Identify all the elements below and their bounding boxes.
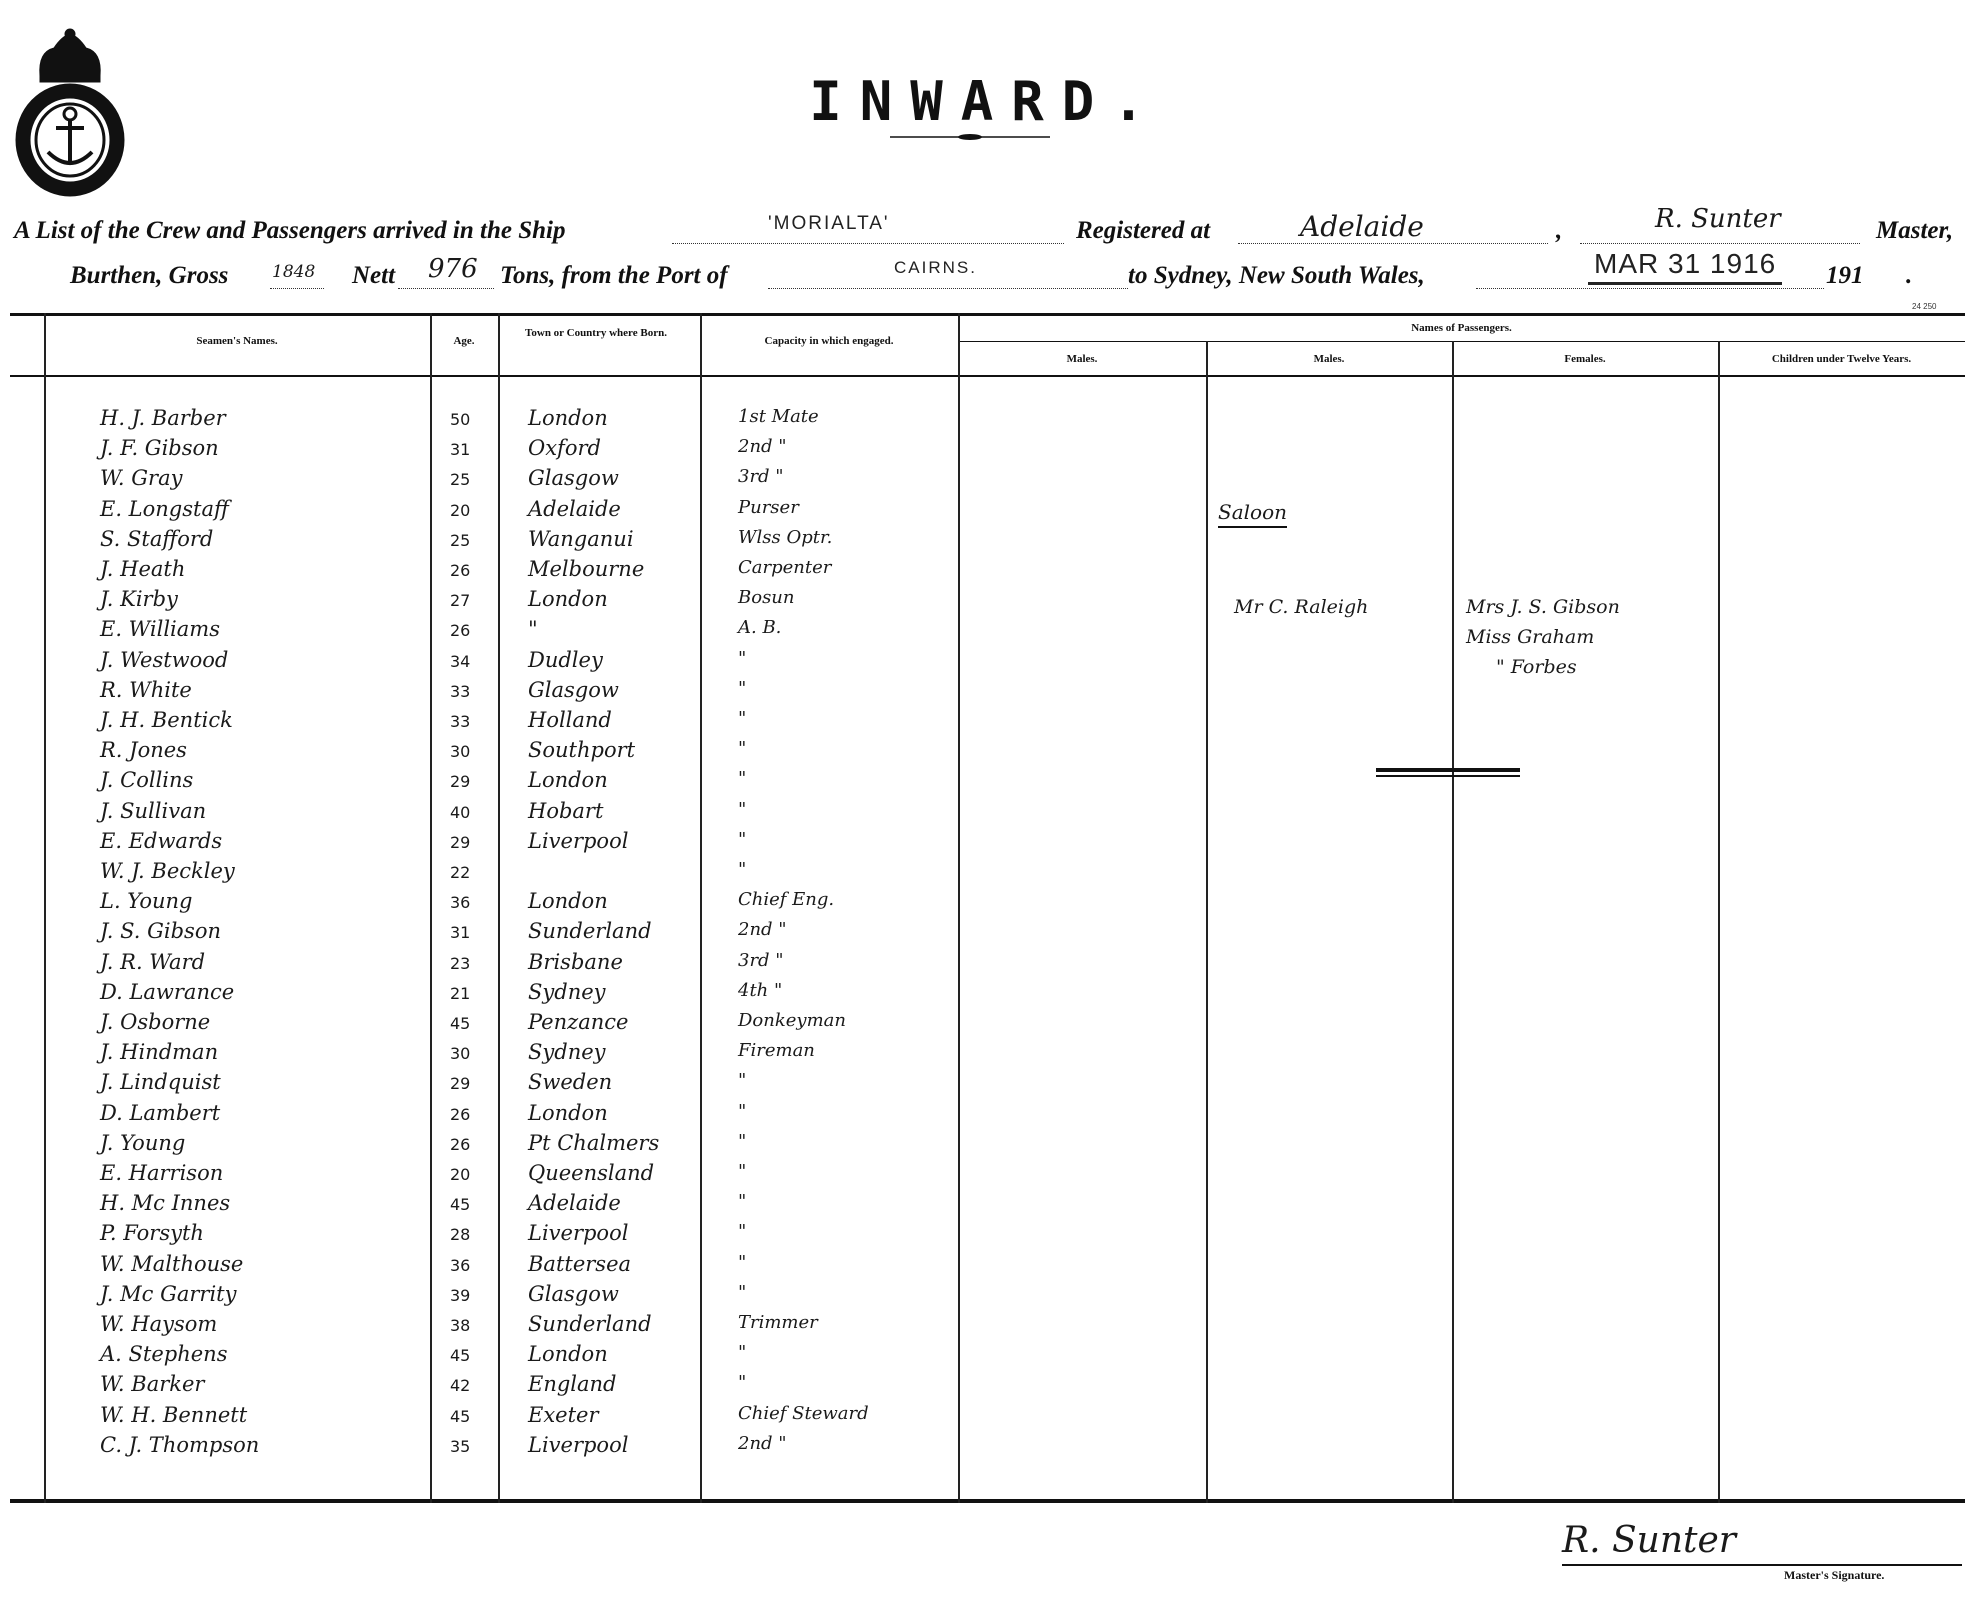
seaman-age: 31	[450, 440, 471, 459]
seaman-capacity: "	[738, 1161, 747, 1182]
seaman-name: J. Mc Garrity	[100, 1282, 237, 1306]
male-passenger: Mr C. Raleigh	[1234, 596, 1369, 618]
seaman-age: 25	[450, 470, 471, 489]
seaman-capacity: Fireman	[738, 1040, 815, 1061]
seaman-birthplace: Adelaide	[528, 497, 621, 521]
seaman-capacity: "	[738, 648, 747, 669]
seaman-capacity: 1st Mate	[738, 406, 819, 427]
seaman-name: D. Lawrance	[100, 980, 235, 1004]
seaman-name: J. Young	[100, 1131, 186, 1155]
seaman-age: 45	[450, 1346, 471, 1365]
title-ornament-rule	[890, 134, 1050, 140]
nett-label: Nett	[352, 262, 396, 289]
seaman-name: W. Malthouse	[100, 1252, 244, 1276]
seaman-birthplace: Holland	[528, 708, 612, 732]
seaman-name: J. Collins	[100, 768, 194, 792]
saloon-label: Saloon	[1218, 500, 1287, 528]
seaman-age: 33	[450, 712, 471, 731]
seaman-name: R. White	[100, 678, 192, 702]
col-divider	[498, 313, 500, 1503]
burthen-gross-label: Burthen, Gross	[70, 262, 229, 289]
seaman-capacity: "	[738, 1070, 747, 1091]
seaman-birthplace: Southport	[528, 738, 636, 762]
seaman-birthplace: Oxford	[528, 436, 601, 460]
signature-line	[1562, 1564, 1962, 1566]
seaman-birthplace: Liverpool	[528, 829, 629, 853]
master-label: Master,	[1876, 217, 1954, 244]
seaman-capacity: Carpenter	[738, 557, 832, 578]
seaman-age: 39	[450, 1286, 471, 1305]
seaman-name: J. H. Bentick	[100, 708, 233, 732]
seaman-name: C. J. Thompson	[100, 1433, 260, 1457]
seaman-name: A. Stephens	[100, 1342, 228, 1366]
seaman-age: 35	[450, 1437, 471, 1456]
seaman-age: 20	[450, 1165, 471, 1184]
seaman-age: 29	[450, 833, 471, 852]
seaman-birthplace: Sydney	[528, 1040, 606, 1064]
seaman-age: 40	[450, 803, 471, 822]
seaman-birthplace: Sweden	[528, 1070, 613, 1094]
col-divider	[958, 313, 960, 1503]
seaman-age: 30	[450, 1044, 471, 1063]
passenger-group-rule	[958, 341, 1965, 342]
seaman-name: W. J. Beckley	[100, 859, 235, 883]
seaman-name: W. Gray	[100, 466, 183, 490]
seaman-capacity: "	[738, 859, 747, 880]
seaman-age: 36	[450, 893, 471, 912]
seaman-age: 34	[450, 652, 471, 671]
crew-passenger-table	[10, 313, 1965, 1503]
header-bottom-rule	[10, 375, 1965, 377]
master-name-value: R. Sunter	[1655, 204, 1781, 234]
seaman-birthplace: Wanganui	[528, 527, 634, 551]
seaman-name: D. Lambert	[100, 1101, 221, 1125]
col-header-passengers: Names of Passengers.	[1411, 322, 1512, 334]
seaman-age: 26	[450, 1135, 471, 1154]
seaman-birthplace: Sunderland	[528, 919, 652, 943]
seaman-birthplace: Pt Chalmers	[528, 1131, 660, 1155]
seaman-age: 20	[450, 501, 471, 520]
seaman-name: H. J. Barber	[100, 406, 226, 430]
seaman-age: 26	[450, 1105, 471, 1124]
seaman-birthplace: London	[528, 1101, 608, 1125]
seaman-age: 29	[450, 772, 471, 791]
seaman-age: 33	[450, 682, 471, 701]
seaman-name: W. Barker	[100, 1372, 205, 1396]
seaman-birthplace: "	[528, 617, 538, 641]
col-header-females: Females.	[1564, 353, 1606, 365]
tons-port-label: Tons, from the Port of	[500, 262, 728, 289]
seaman-capacity: 2nd "	[738, 919, 787, 940]
seaman-capacity: "	[738, 1101, 747, 1122]
seaman-age: 45	[450, 1407, 471, 1426]
col-divider	[44, 313, 46, 1503]
seaman-capacity: "	[738, 1252, 747, 1273]
col-header-born: Town or Country where Born.	[525, 327, 667, 339]
seaman-name: J. R. Ward	[100, 950, 206, 974]
seaman-birthplace: Glasgow	[528, 678, 619, 702]
signature-label: Master's Signature.	[1784, 1568, 1885, 1582]
seaman-name: E. Longstaff	[100, 497, 229, 521]
seaman-capacity: 2nd "	[738, 1433, 787, 1454]
seaman-birthplace: Sunderland	[528, 1312, 652, 1336]
seaman-age: 23	[450, 954, 471, 973]
comma-separator: ,	[1556, 217, 1563, 244]
seaman-age: 45	[450, 1014, 471, 1033]
seaman-birthplace: Glasgow	[528, 466, 619, 490]
seaman-name: E. Harrison	[100, 1161, 224, 1185]
seaman-age: 31	[450, 923, 471, 942]
seaman-birthplace: Sydney	[528, 980, 606, 1004]
year-prefix: 191	[1826, 262, 1864, 289]
seaman-birthplace: Penzance	[528, 1010, 629, 1034]
seaman-name: J. F. Gibson	[100, 436, 219, 460]
seaman-name: J. S. Gibson	[100, 919, 222, 943]
seaman-capacity: Chief Eng.	[738, 889, 835, 910]
seaman-capacity: "	[738, 1282, 747, 1303]
seaman-age: 26	[450, 621, 471, 640]
seaman-age: 50	[450, 410, 471, 429]
port-value: CAIRNS.	[894, 258, 977, 277]
female-passenger: Mrs J. S. Gibson	[1466, 596, 1620, 618]
seaman-capacity: Donkeyman	[738, 1010, 846, 1031]
seaman-name: J. Heath	[100, 557, 186, 581]
col-header-names: Seamen's Names.	[196, 335, 278, 347]
col-divider	[1206, 341, 1208, 1503]
seaman-birthplace: Liverpool	[528, 1433, 629, 1457]
seaman-capacity: Purser	[738, 497, 799, 518]
seaman-birthplace: London	[528, 889, 608, 913]
seaman-name: E. Edwards	[100, 829, 223, 853]
col-divider	[700, 313, 702, 1503]
seaman-age: 45	[450, 1195, 471, 1214]
col-divider	[430, 313, 432, 1503]
seaman-age: 28	[450, 1225, 471, 1244]
table-top-rule	[10, 313, 1965, 316]
seaman-name: J. Lindquist	[100, 1070, 221, 1094]
seaman-capacity: A. B.	[738, 617, 782, 638]
seaman-name: J. Westwood	[100, 648, 229, 672]
col-header-children: Children under Twelve Years.	[1771, 353, 1912, 365]
seaman-age: 38	[450, 1316, 471, 1335]
seaman-birthplace: Exeter	[528, 1403, 599, 1427]
seaman-age: 30	[450, 742, 471, 761]
seaman-birthplace: Battersea	[528, 1252, 632, 1276]
page-title: INWARD.	[809, 70, 1163, 133]
list-heading-label: A List of the Crew and Passengers arrived in the Ship	[14, 217, 566, 244]
seaman-age: 25	[450, 531, 471, 550]
seaman-birthplace: Hobart	[528, 799, 604, 823]
seaman-capacity: "	[738, 1131, 747, 1152]
seaman-birthplace: Melbourne	[528, 557, 645, 581]
seaman-name: J. Hindman	[100, 1040, 219, 1064]
seaman-name: J. Kirby	[100, 587, 178, 611]
seaman-capacity: "	[738, 738, 747, 759]
seaman-name: W. H. Bennett	[100, 1403, 248, 1427]
form-number: 24 250	[1912, 302, 1937, 311]
seaman-capacity: 3rd "	[738, 950, 784, 971]
female-passenger: Miss Graham	[1466, 626, 1595, 648]
year-period: .	[1906, 262, 1913, 289]
seaman-name: J. Osborne	[100, 1010, 211, 1034]
female-passenger: " Forbes	[1496, 656, 1577, 678]
seaman-capacity: "	[738, 708, 747, 729]
seaman-capacity: Wlss Optr.	[738, 527, 833, 548]
registered-at-value: Adelaide	[1300, 210, 1424, 243]
seaman-birthplace: Liverpool	[528, 1221, 629, 1245]
seaman-capacity: "	[738, 1221, 747, 1242]
col-header-males-2: Males.	[1313, 353, 1345, 365]
seaman-age: 21	[450, 984, 471, 1003]
seaman-capacity: "	[738, 1191, 747, 1212]
seaman-age: 27	[450, 591, 471, 610]
seaman-name: W. Haysom	[100, 1312, 218, 1336]
seaman-capacity: Trimmer	[738, 1312, 818, 1333]
seaman-capacity: 2nd "	[738, 436, 787, 457]
seaman-name: E. Williams	[100, 617, 220, 641]
seaman-capacity: "	[738, 1342, 747, 1363]
col-header-males-1: Males.	[1066, 353, 1098, 365]
date-stamp: MAR 31 1916	[1588, 248, 1782, 285]
seaman-age: 26	[450, 561, 471, 580]
seaman-birthplace: London	[528, 1342, 608, 1366]
col-header-capacity: Capacity in which engaged.	[764, 335, 894, 347]
col-header-age: Age.	[453, 335, 475, 347]
seaman-age: 42	[450, 1376, 471, 1395]
seaman-age: 36	[450, 1256, 471, 1275]
seaman-name: L. Young	[100, 889, 193, 913]
seaman-capacity: Chief Steward	[738, 1403, 869, 1424]
registered-label: Registered at	[1076, 217, 1211, 244]
seaman-birthplace: London	[528, 768, 608, 792]
destination-label: to Sydney, New South Wales,	[1128, 262, 1425, 289]
seaman-name: P. Forsyth	[100, 1221, 204, 1245]
seaman-birthplace: Adelaide	[528, 1191, 621, 1215]
seaman-capacity: 4th "	[738, 980, 783, 1001]
seaman-capacity: "	[738, 799, 747, 820]
nett-value: 976	[428, 254, 478, 284]
master-signature: R. Sunter	[1562, 1520, 1737, 1561]
seaman-birthplace: Glasgow	[528, 1282, 619, 1306]
passenger-end-rule	[1376, 775, 1520, 777]
table-bottom-rule	[10, 1499, 1965, 1503]
seaman-age: 29	[450, 1074, 471, 1093]
ship-name: 'MORIALTA'	[768, 213, 890, 234]
passenger-end-rule	[1376, 768, 1520, 772]
col-divider	[1452, 341, 1454, 1503]
seaman-capacity: 3rd "	[738, 466, 784, 487]
seaman-birthplace: Dudley	[528, 648, 603, 672]
seaman-capacity: "	[738, 1372, 747, 1393]
seaman-name: S. Stafford	[100, 527, 214, 551]
seaman-capacity: "	[738, 829, 747, 850]
seaman-birthplace: Queensland	[528, 1161, 655, 1185]
gross-value: 1848	[272, 262, 316, 282]
seaman-name: R. Jones	[100, 738, 187, 762]
seaman-age: 22	[450, 863, 471, 882]
seaman-capacity: Bosun	[738, 587, 795, 608]
seaman-name: J. Sullivan	[100, 799, 207, 823]
seaman-birthplace: London	[528, 587, 608, 611]
seaman-name: H. Mc Innes	[100, 1191, 231, 1215]
seaman-birthplace: Brisbane	[528, 950, 623, 974]
seaman-birthplace: England	[528, 1372, 617, 1396]
seaman-capacity: "	[738, 768, 747, 789]
seaman-birthplace: London	[528, 406, 608, 430]
col-divider	[1718, 341, 1720, 1503]
seaman-capacity: "	[738, 678, 747, 699]
